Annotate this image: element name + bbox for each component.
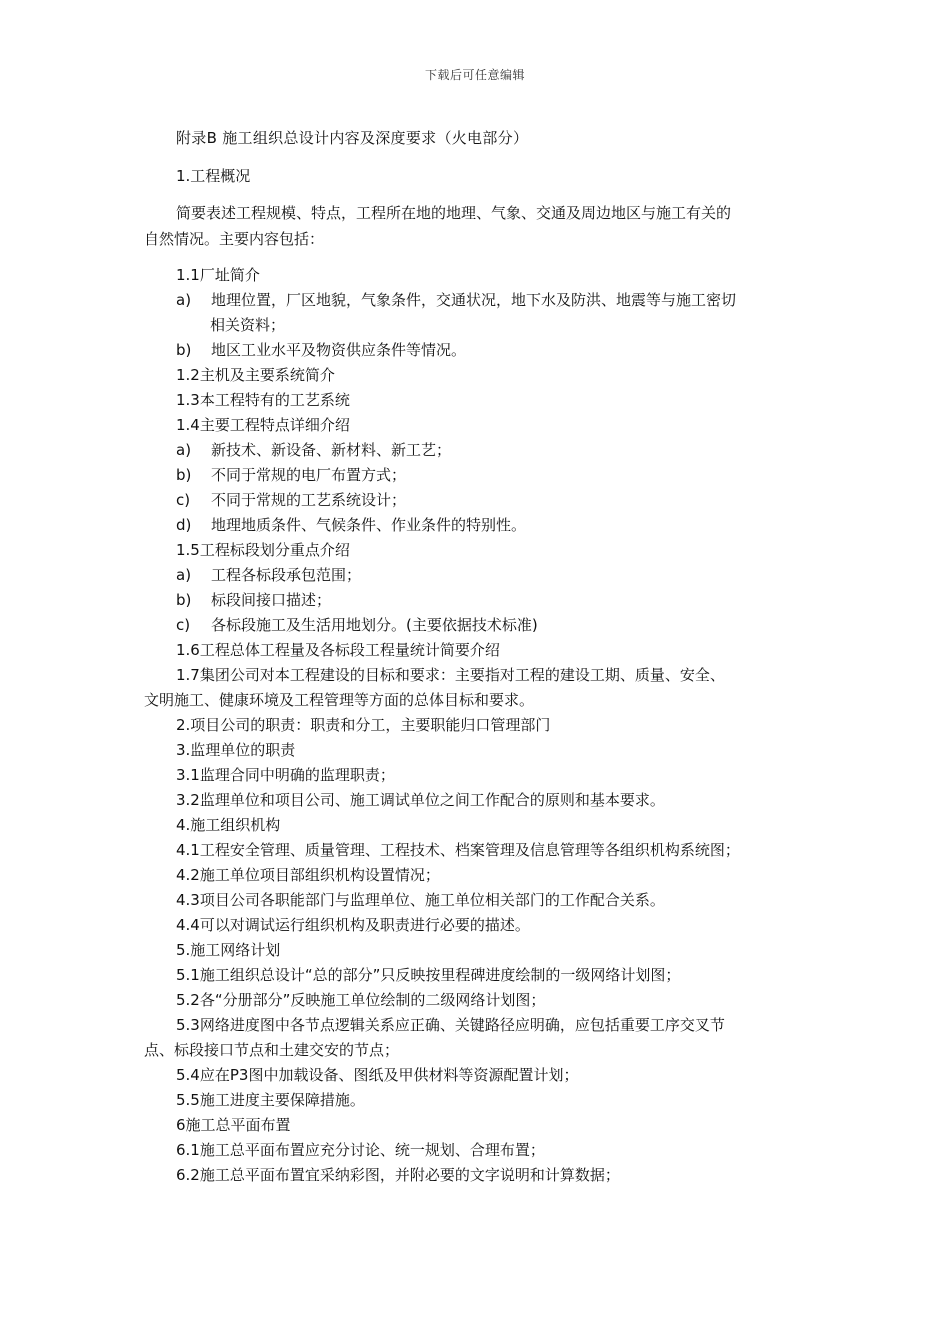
list-item-text: 不同于常规的电厂布置方式； [211, 466, 407, 484]
list-item [176, 490, 406, 510]
subsection-heading: 4.3项目公司各职能部门与监理单位、施工单位相关部门的工作配合关系。 [176, 891, 665, 909]
paragraph-line: 简要表述工程规模、特点，工程所在地的地理、气象、交通及周边地区与施工有关的 [176, 204, 732, 222]
section-heading: 1.工程概况 [176, 167, 251, 185]
list-item-text: 地区工业水平及物资供应条件等情况。 [211, 341, 467, 359]
list-marker: a) [176, 291, 192, 309]
section-heading: 2.项目公司的职责：职责和分工，主要职能归口管理部门 [176, 716, 551, 734]
section-heading: 4.施工组织机构 [176, 816, 281, 834]
subsection-heading: 5.2各“分册部分”反映施工单位绘制的二级网络计划图； [176, 991, 546, 1009]
paragraph-line: 自然情况。主要内容包括： [144, 230, 325, 248]
subsection-heading: 1.4主要工程特点详细介绍 [176, 416, 350, 434]
subsection-heading: 1.2主机及主要系统简介 [176, 366, 335, 384]
list-item [176, 590, 331, 610]
list-item-text: 不同于常规的工艺系统设计； [211, 491, 407, 509]
list-marker: a) [176, 441, 192, 459]
document-title: 附录B 施工组织总设计内容及深度要求（火电部分） [176, 129, 529, 147]
list-marker: a) [176, 566, 192, 584]
list-item-text: 标段间接口描述； [211, 591, 332, 609]
list-item [176, 340, 466, 360]
list-item-text: 各标段施工及生活用地划分。(主要依据技术标准) [211, 616, 538, 634]
list-item [176, 290, 736, 310]
subsection-heading: 3.1监理合同中明确的监理职责； [176, 766, 395, 784]
subsection-heading: 1.1厂址简介 [176, 266, 260, 284]
list-item [176, 565, 361, 585]
list-marker: b) [176, 591, 192, 609]
list-marker: c) [176, 491, 191, 509]
subsection-heading: 3.2监理单位和项目公司、施工调试单位之间工作配合的原则和基本要求。 [176, 791, 665, 809]
subsection-heading: 4.4可以对调试运行组织机构及职责进行必要的描述。 [176, 916, 530, 934]
subsection-heading: 6.1施工总平面布置应充分讨论、统一规划、合理布置； [176, 1141, 545, 1159]
list-marker: b) [176, 466, 192, 484]
subsection-heading: 5.4应在P3图中加载设备、图纸及甲供材料等资源配置计划； [176, 1066, 579, 1084]
list-item [176, 515, 526, 535]
list-item [176, 440, 451, 460]
list-item [176, 615, 538, 635]
subsection-heading: 6.2施工总平面布置宜采纳彩图，并附必要的文字说明和计算数据； [176, 1166, 620, 1184]
subsection-heading: 4.2施工单位项目部组织机构设置情况； [176, 866, 440, 884]
list-item [176, 465, 406, 485]
list-marker: c) [176, 616, 191, 634]
subsection-heading: 5.1施工组织总设计“总的部分”只反映按里程碑进度绘制的一级网络计划图； [176, 966, 681, 984]
subsection-heading: 5.5施工进度主要保障措施。 [176, 1091, 365, 1109]
page-header: 下载后可任意编辑 [424, 68, 525, 82]
list-marker: b) [176, 341, 192, 359]
subsection-heading: 1.7集团公司对本工程建设的目标和要求：主要指对工程的建设工期、质量、安全、 [176, 666, 725, 684]
paragraph-line: 文明施工、健康环境及工程管理等方面的总体目标和要求。 [144, 691, 535, 709]
list-item-text: 新技术、新设备、新材料、新工艺； [211, 441, 452, 459]
paragraph-line: 点、标段接口节点和土建交安的节点； [144, 1041, 400, 1059]
subsection-heading: 1.6工程总体工程量及各标段工程量统计简要介绍 [176, 641, 500, 659]
list-item-continuation: 相关资料； [210, 316, 286, 334]
section-heading: 5.施工网络计划 [176, 941, 281, 959]
list-marker: d) [176, 516, 192, 534]
section-heading: 6施工总平面布置 [176, 1116, 291, 1134]
subsection-heading: 1.5工程标段划分重点介绍 [176, 541, 350, 559]
subsection-heading: 4.1工程安全管理、质量管理、工程技术、档案管理及信息管理等各组织机构系统图； [176, 841, 740, 859]
subsection-heading: 5.3网络进度图中各节点逻辑关系应正确、关键路径应明确，应包括重要工序交叉节 [176, 1016, 725, 1034]
list-item-text: 地理位置，厂区地貌，气象条件，交通状况，地下水及防洪、地震等与施工密切 [211, 291, 737, 309]
subsection-heading: 1.3本工程特有的工艺系统 [176, 391, 350, 409]
section-heading: 3.监理单位的职责 [176, 741, 296, 759]
list-item-text: 地理地质条件、气候条件、作业条件的特别性。 [211, 516, 527, 534]
list-item-text: 工程各标段承包范围； [211, 566, 362, 584]
